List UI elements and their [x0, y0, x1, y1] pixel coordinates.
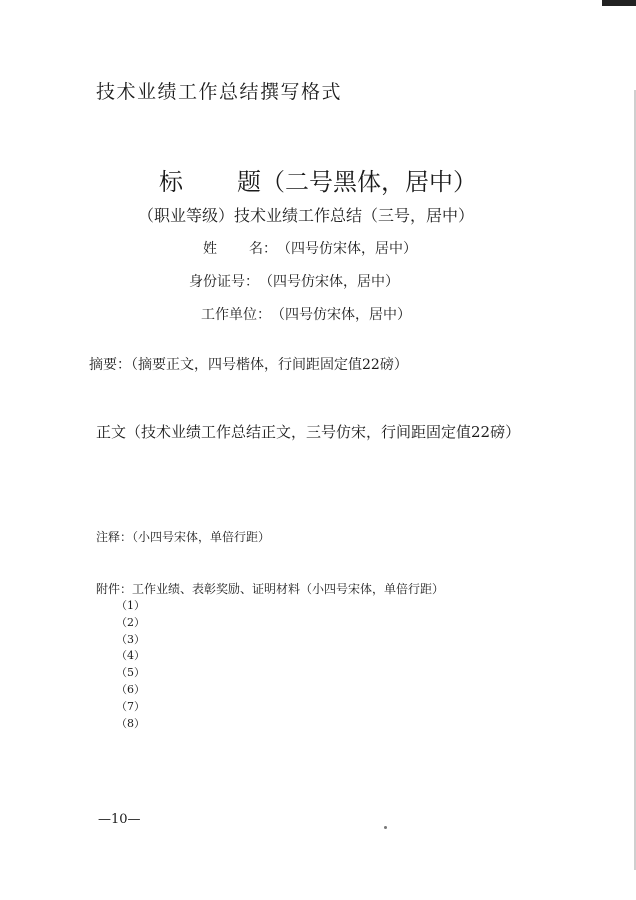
list-item: （2）: [116, 615, 145, 629]
field-id-label: 身份证号：: [189, 274, 259, 290]
list-item: （7）: [116, 699, 145, 713]
list-item: （6）: [116, 682, 145, 696]
title-part-1: 标: [159, 168, 183, 196]
abstract-line: 摘要：（摘要正文，四号楷体，行间距固定值22磅）: [89, 357, 408, 373]
scan-speck: [384, 826, 387, 829]
field-id-value: （四号仿宋体，居中）: [259, 274, 399, 290]
field-employer: [201, 304, 411, 324]
list-item: （1）: [116, 599, 145, 612]
note-line: 注释：（小四号宋体，单倍行距）: [96, 530, 271, 544]
list-item: （8）: [116, 716, 145, 730]
list-item: （3）: [116, 632, 145, 646]
field-employer-label: 工作单位：: [201, 307, 271, 323]
subtitle-template: （职业等级）技术业绩工作总结（三号，居中）: [137, 206, 474, 225]
scan-artifact: [602, 0, 636, 6]
field-id-number: [189, 271, 399, 291]
title-template: [0, 162, 636, 197]
field-name-label-b: 名：: [249, 241, 277, 257]
field-name-value: （四号仿宋体，居中）: [277, 241, 417, 257]
list-item: （5）: [116, 666, 145, 680]
list-item: （4）: [116, 649, 145, 663]
page-number: —10—: [98, 812, 141, 827]
attachment-heading: 附件：工作业绩、表彰奖励、证明材料（小四号宋体，单倍行距）: [96, 582, 445, 596]
field-name: [203, 238, 417, 258]
body-line: 正文（技术业绩工作总结正文，三号仿宋，行间距固定值22磅）: [96, 423, 521, 441]
title-part-2: 题（二号黑体，居中）: [237, 168, 477, 196]
document-heading: 技术业绩工作总结撰写格式: [96, 81, 343, 103]
field-name-label-a: 姓: [203, 241, 217, 257]
attachment-list: [116, 598, 145, 732]
field-employer-value: （四号仿宋体，居中）: [271, 307, 411, 323]
